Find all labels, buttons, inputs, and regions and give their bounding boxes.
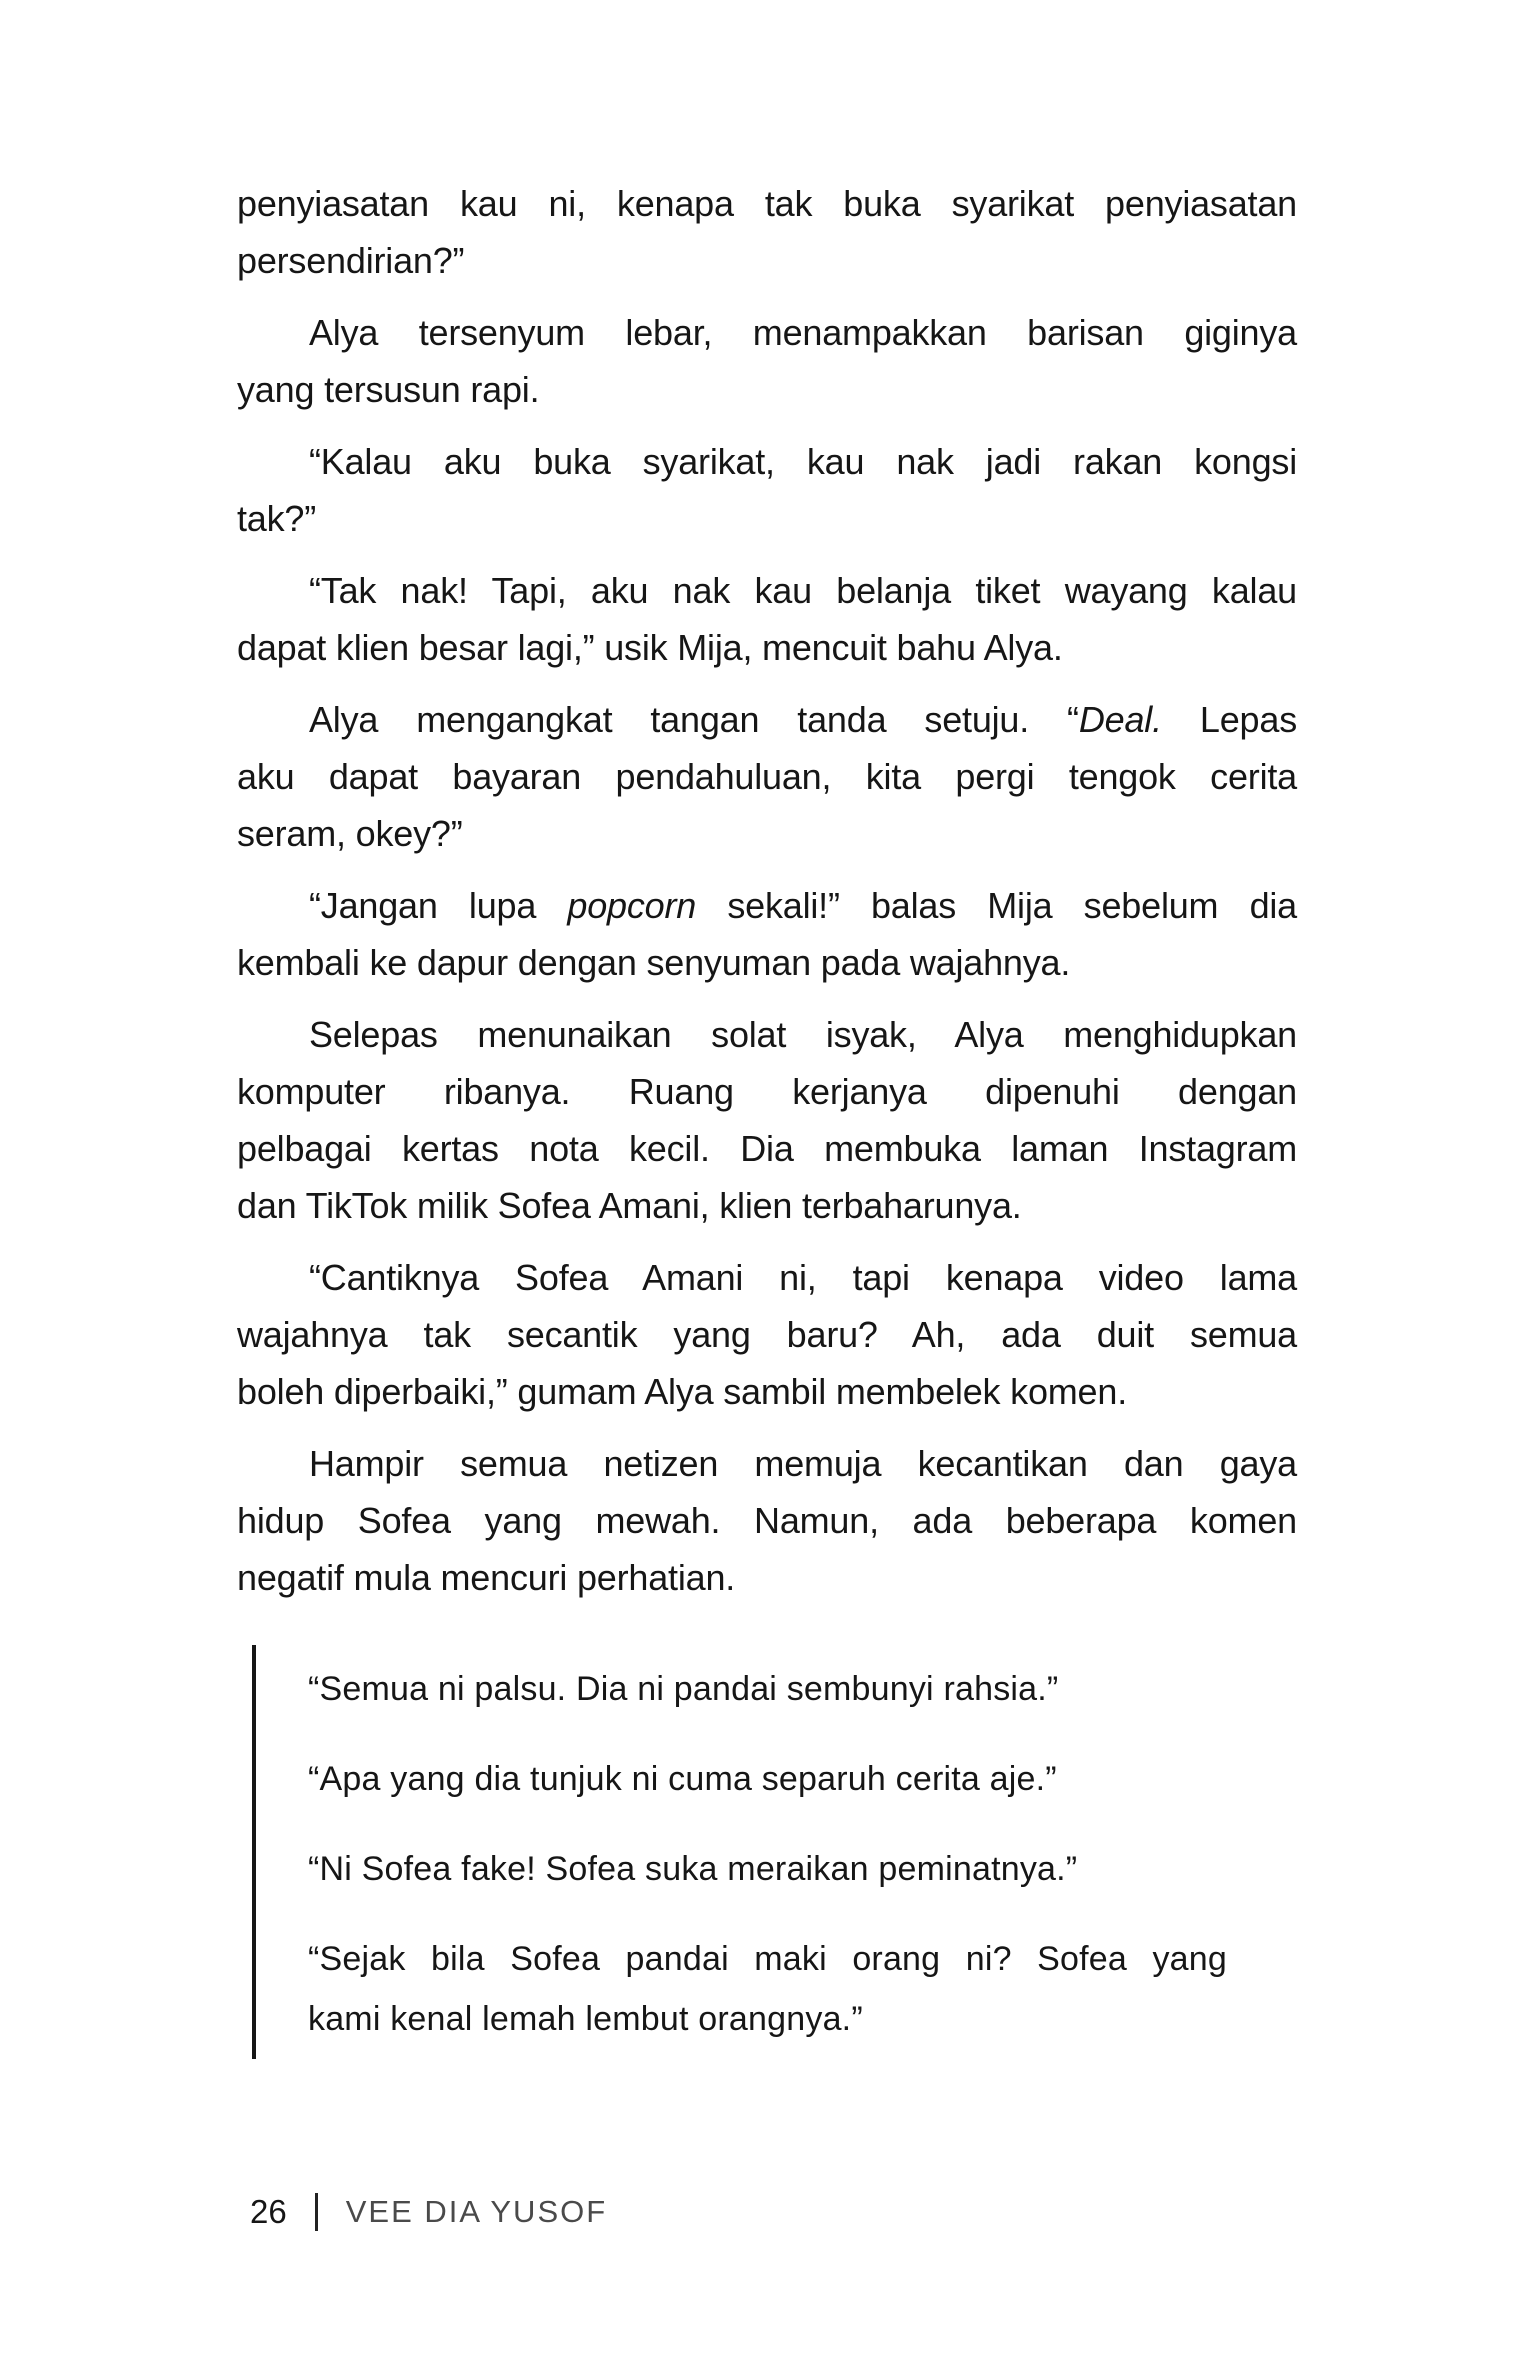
text-line: [237, 562, 1297, 619]
text-segment: Alya mengangkat tangan tanda setuju. “: [309, 699, 1079, 740]
text-segment: Hampir semua netizen memuja kecantikan dan gaya: [309, 1443, 1297, 1484]
text-segment: “Cantiknya Sofea Amani ni, tapi kenapa video lama: [309, 1257, 1297, 1298]
paragraph: [237, 1249, 1297, 1420]
text-segment: yang tersusun rapi.: [237, 369, 540, 410]
comment-quote: [308, 1659, 1227, 1719]
text-segment: dapat klien besar lagi,” usik Mija, mencuit bahu Alya.: [237, 627, 1063, 668]
text-segment: “Jangan lupa: [309, 885, 568, 926]
text-segment: tak?”: [237, 498, 317, 539]
paragraph: [237, 1435, 1297, 1606]
body-text: [237, 175, 1297, 1606]
paragraph: [237, 1006, 1297, 1234]
text-segment: “Kalau aku buka syarikat, kau nak jadi rakan kongsi: [309, 441, 1297, 482]
italic-text-segment: Deal.: [1078, 699, 1162, 740]
text-line: [237, 433, 1297, 490]
text-segment: pelbagai kertas nota kecil. Dia membuka laman Instagram: [237, 1128, 1297, 1169]
text-line: [308, 1749, 1227, 1809]
page-text-column: [237, 0, 1297, 2059]
text-segment: Selepas menunaikan solat isyak, Alya menghidupkan: [309, 1014, 1297, 1055]
text-segment: negatif mula mencuri perhatian.: [237, 1557, 736, 1598]
text-line: [237, 232, 1297, 289]
text-line: [237, 748, 1297, 805]
text-segment: Lepas: [1161, 699, 1297, 740]
page-footer: [250, 2193, 1535, 2231]
paragraph: [237, 175, 1297, 289]
text-segment: Alya tersenyum lebar, menampakkan barisan giginya: [309, 312, 1297, 353]
text-line: [237, 1306, 1297, 1363]
text-line: [237, 691, 1297, 748]
text-line: [237, 1249, 1297, 1306]
text-segment: hidup Sofea yang mewah. Namun, ada beberapa komen: [237, 1500, 1297, 1541]
text-line: [237, 1177, 1297, 1234]
text-line: [237, 934, 1297, 991]
paragraph: [237, 877, 1297, 991]
text-line: [237, 490, 1297, 547]
text-segment: sekali!” balas Mija sebelum dia: [696, 885, 1298, 926]
text-segment: seram, okey?”: [237, 813, 463, 854]
text-line: [237, 1006, 1297, 1063]
text-segment: “Tak nak! Tapi, aku nak kau belanja tiket wayang kalau: [309, 570, 1297, 611]
text-segment: wajahnya tak secantik yang baru? Ah, ada duit semua: [237, 1314, 1297, 1355]
text-segment: penyiasatan kau ni, kenapa tak buka syarikat penyiasatan: [237, 183, 1297, 224]
text-segment: dan TikTok milik Sofea Amani, klien terbaharunya.: [237, 1185, 1022, 1226]
comment-quote: [308, 1929, 1227, 2049]
text-line: [308, 1659, 1227, 1719]
text-segment: kami kenal lemah lembut orangnya.”: [308, 2000, 863, 2038]
page-number: 26: [250, 2193, 287, 2230]
text-line: [237, 175, 1297, 232]
text-line: [237, 304, 1297, 361]
text-line: [237, 1120, 1297, 1177]
text-segment: “Ni Sofea fake! Sofea suka meraikan peminatnya.”: [308, 1850, 1078, 1888]
text-segment: kembali ke dapur dengan senyuman pada wajahnya.: [237, 942, 1071, 983]
paragraph: [237, 562, 1297, 676]
paragraph: [237, 691, 1297, 862]
text-segment: komputer ribanya. Ruang kerjanya dipenuhi dengan: [237, 1071, 1297, 1112]
comment-quote: [308, 1749, 1227, 1809]
text-line: [308, 1929, 1227, 1989]
text-line: [308, 1989, 1227, 2049]
text-line: [237, 1063, 1297, 1120]
text-line: [237, 1363, 1297, 1420]
book-author: VEE DIA YUSOF: [345, 2194, 608, 2229]
text-segment: aku dapat bayaran pendahuluan, kita pergi tengok cerita: [237, 756, 1297, 797]
text-segment: “Apa yang dia tunjuk ni cuma separuh cerita aje.”: [308, 1760, 1057, 1798]
text-segment: persendirian?”: [237, 240, 465, 281]
text-line: [308, 1839, 1227, 1899]
text-line: [237, 619, 1297, 676]
text-line: [237, 805, 1297, 862]
text-line: [237, 361, 1297, 418]
footer-divider: [315, 2193, 318, 2231]
text-line: [237, 1435, 1297, 1492]
text-segment: “Semua ni palsu. Dia ni pandai sembunyi rahsia.”: [308, 1670, 1059, 1708]
paragraph: [237, 433, 1297, 547]
text-segment: “Sejak bila Sofea pandai maki orang ni? Sofea yang: [308, 1940, 1227, 1978]
comment-quote: [308, 1839, 1227, 1899]
italic-text-segment: popcorn: [567, 885, 697, 926]
text-line: [237, 1492, 1297, 1549]
netizen-comments-block: [252, 1645, 1227, 2059]
text-line: [237, 1549, 1297, 1606]
paragraph: [237, 304, 1297, 418]
text-segment: boleh diperbaiki,” gumam Alya sambil membelek komen.: [237, 1371, 1128, 1412]
text-line: [237, 877, 1297, 934]
